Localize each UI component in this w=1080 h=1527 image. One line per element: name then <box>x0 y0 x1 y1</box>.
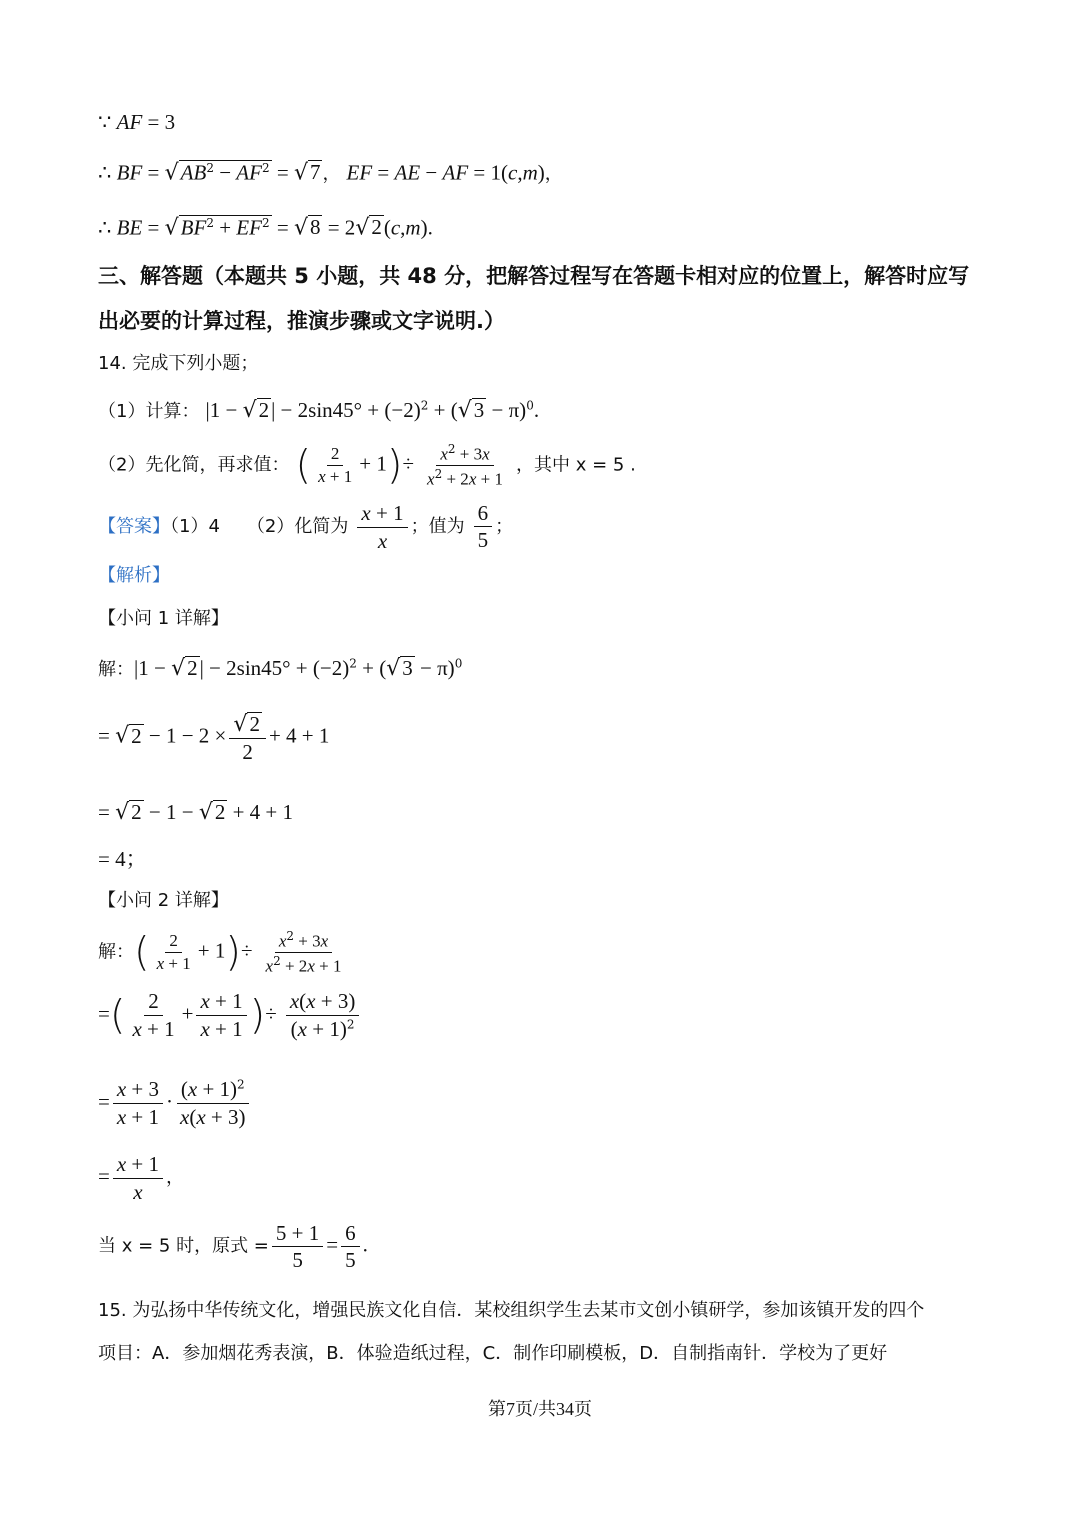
bf-computation: ∴ BF = $√AB^2 - AF^2 = √7$ ， EF = AE − AF = 1(c,m)， <box>98 160 563 186</box>
answer-text: （1）4 （2）化简为 <box>170 515 349 537</box>
q14-answer: 【答案】（1）4 （2）化简为 $\frac{x + 1}{x}$ ；值为 $\frac{6}{5}$ ； <box>98 501 514 553</box>
sub2-line0: 解：( $\frac{2}{x + 1}$ + 1)÷ $\frac{x^2 + 3x}{x^2 + 2x + 1}$ <box>98 929 342 976</box>
q15-line1: 15. 为弘扬中华传统文化，增强民族文化自信．某校组织学生去某市文创小镇研学，参加该镇开发的四个 <box>98 1300 925 1321</box>
sub1-result: = 4； <box>98 847 147 871</box>
analysis-tag: 【解析】 <box>98 565 170 586</box>
answer-tag: 【答案】 <box>98 515 170 537</box>
q15-line2: 项目：A．参加烟花秀表演，B．体验造纸过程，C．制作印刷模板，D．自制指南针．学校为了更好 <box>98 1343 888 1364</box>
be-computation: ∴ BE = $√BF^2 + EF^2 = √8 = 2√2(c,m)$. <box>98 215 433 241</box>
q14-part2-label: （2）先化简，再求值： <box>98 454 290 476</box>
given-af: ∵ AF = 3 <box>98 110 176 134</box>
section-title-line2: 出必要的计算过程，推演步骤或文字说明.） <box>98 309 505 333</box>
sub1-line1: = √2 − 1 − 2 × $\frac{√2}{2}$ + 4 + 1 <box>98 712 330 765</box>
q14-part1: （1）计算： $|1 - √2| - 2\sin 45^\circ + (-2)^2 + (√3 - \pi)^0$. <box>98 398 540 423</box>
sub1-line0: 解：$|1 - √2| - 2\sin 45^\circ + (-2)^2 + (√3 - \pi)^0$ <box>98 656 463 681</box>
section-title-line1: 三、解答题（本题共 5 小题，共 48 分，把解答过程写在答题卡相对应的位置上，解答时应写 <box>98 264 970 288</box>
sub2-final: 当 x = 5 时，原式 = $\frac{5 + 1}{5}$ = $\frac{6}{5}$ . <box>98 1221 368 1273</box>
sub2-line1: =( $\frac{2}{x + 1}$ + $\frac{x + 1}{x + 1}$ )÷ $\frac{x(x + 3)}{(x + 1)^2}$ <box>98 990 362 1041</box>
sub1-line2: = √2 − 1 − √2 + 4 + 1 <box>98 800 294 825</box>
sub2-line2: = $\frac{x + 3}{x + 1}$ · $\frac{(x + 1)^2}{x(x + 3)}$ <box>98 1078 253 1129</box>
sub2-title: 【小问 2 详解】 <box>98 890 229 911</box>
sub1-title: 【小问 1 详解】 <box>98 608 229 629</box>
q14-part1-label: （1）计算： <box>98 401 200 422</box>
page-footer: 第7页/共34页 <box>487 1399 592 1419</box>
q14-stem: 14. 完成下列小题； <box>98 353 259 374</box>
q14-part2: （2）先化简，再求值： ( $\frac{2}{x + 1}$ + 1)÷ $\frac{x^2 + 3x}{x^2 + 2x + 1}$ ，其中 x = 5 . <box>98 442 636 489</box>
sub2-line3: = $\frac{x + 1}{x}$ ， <box>98 1152 185 1204</box>
answer-value-label: ；值为 <box>410 515 465 537</box>
q14-part2-cond: ，其中 x = 5 . <box>516 454 636 476</box>
